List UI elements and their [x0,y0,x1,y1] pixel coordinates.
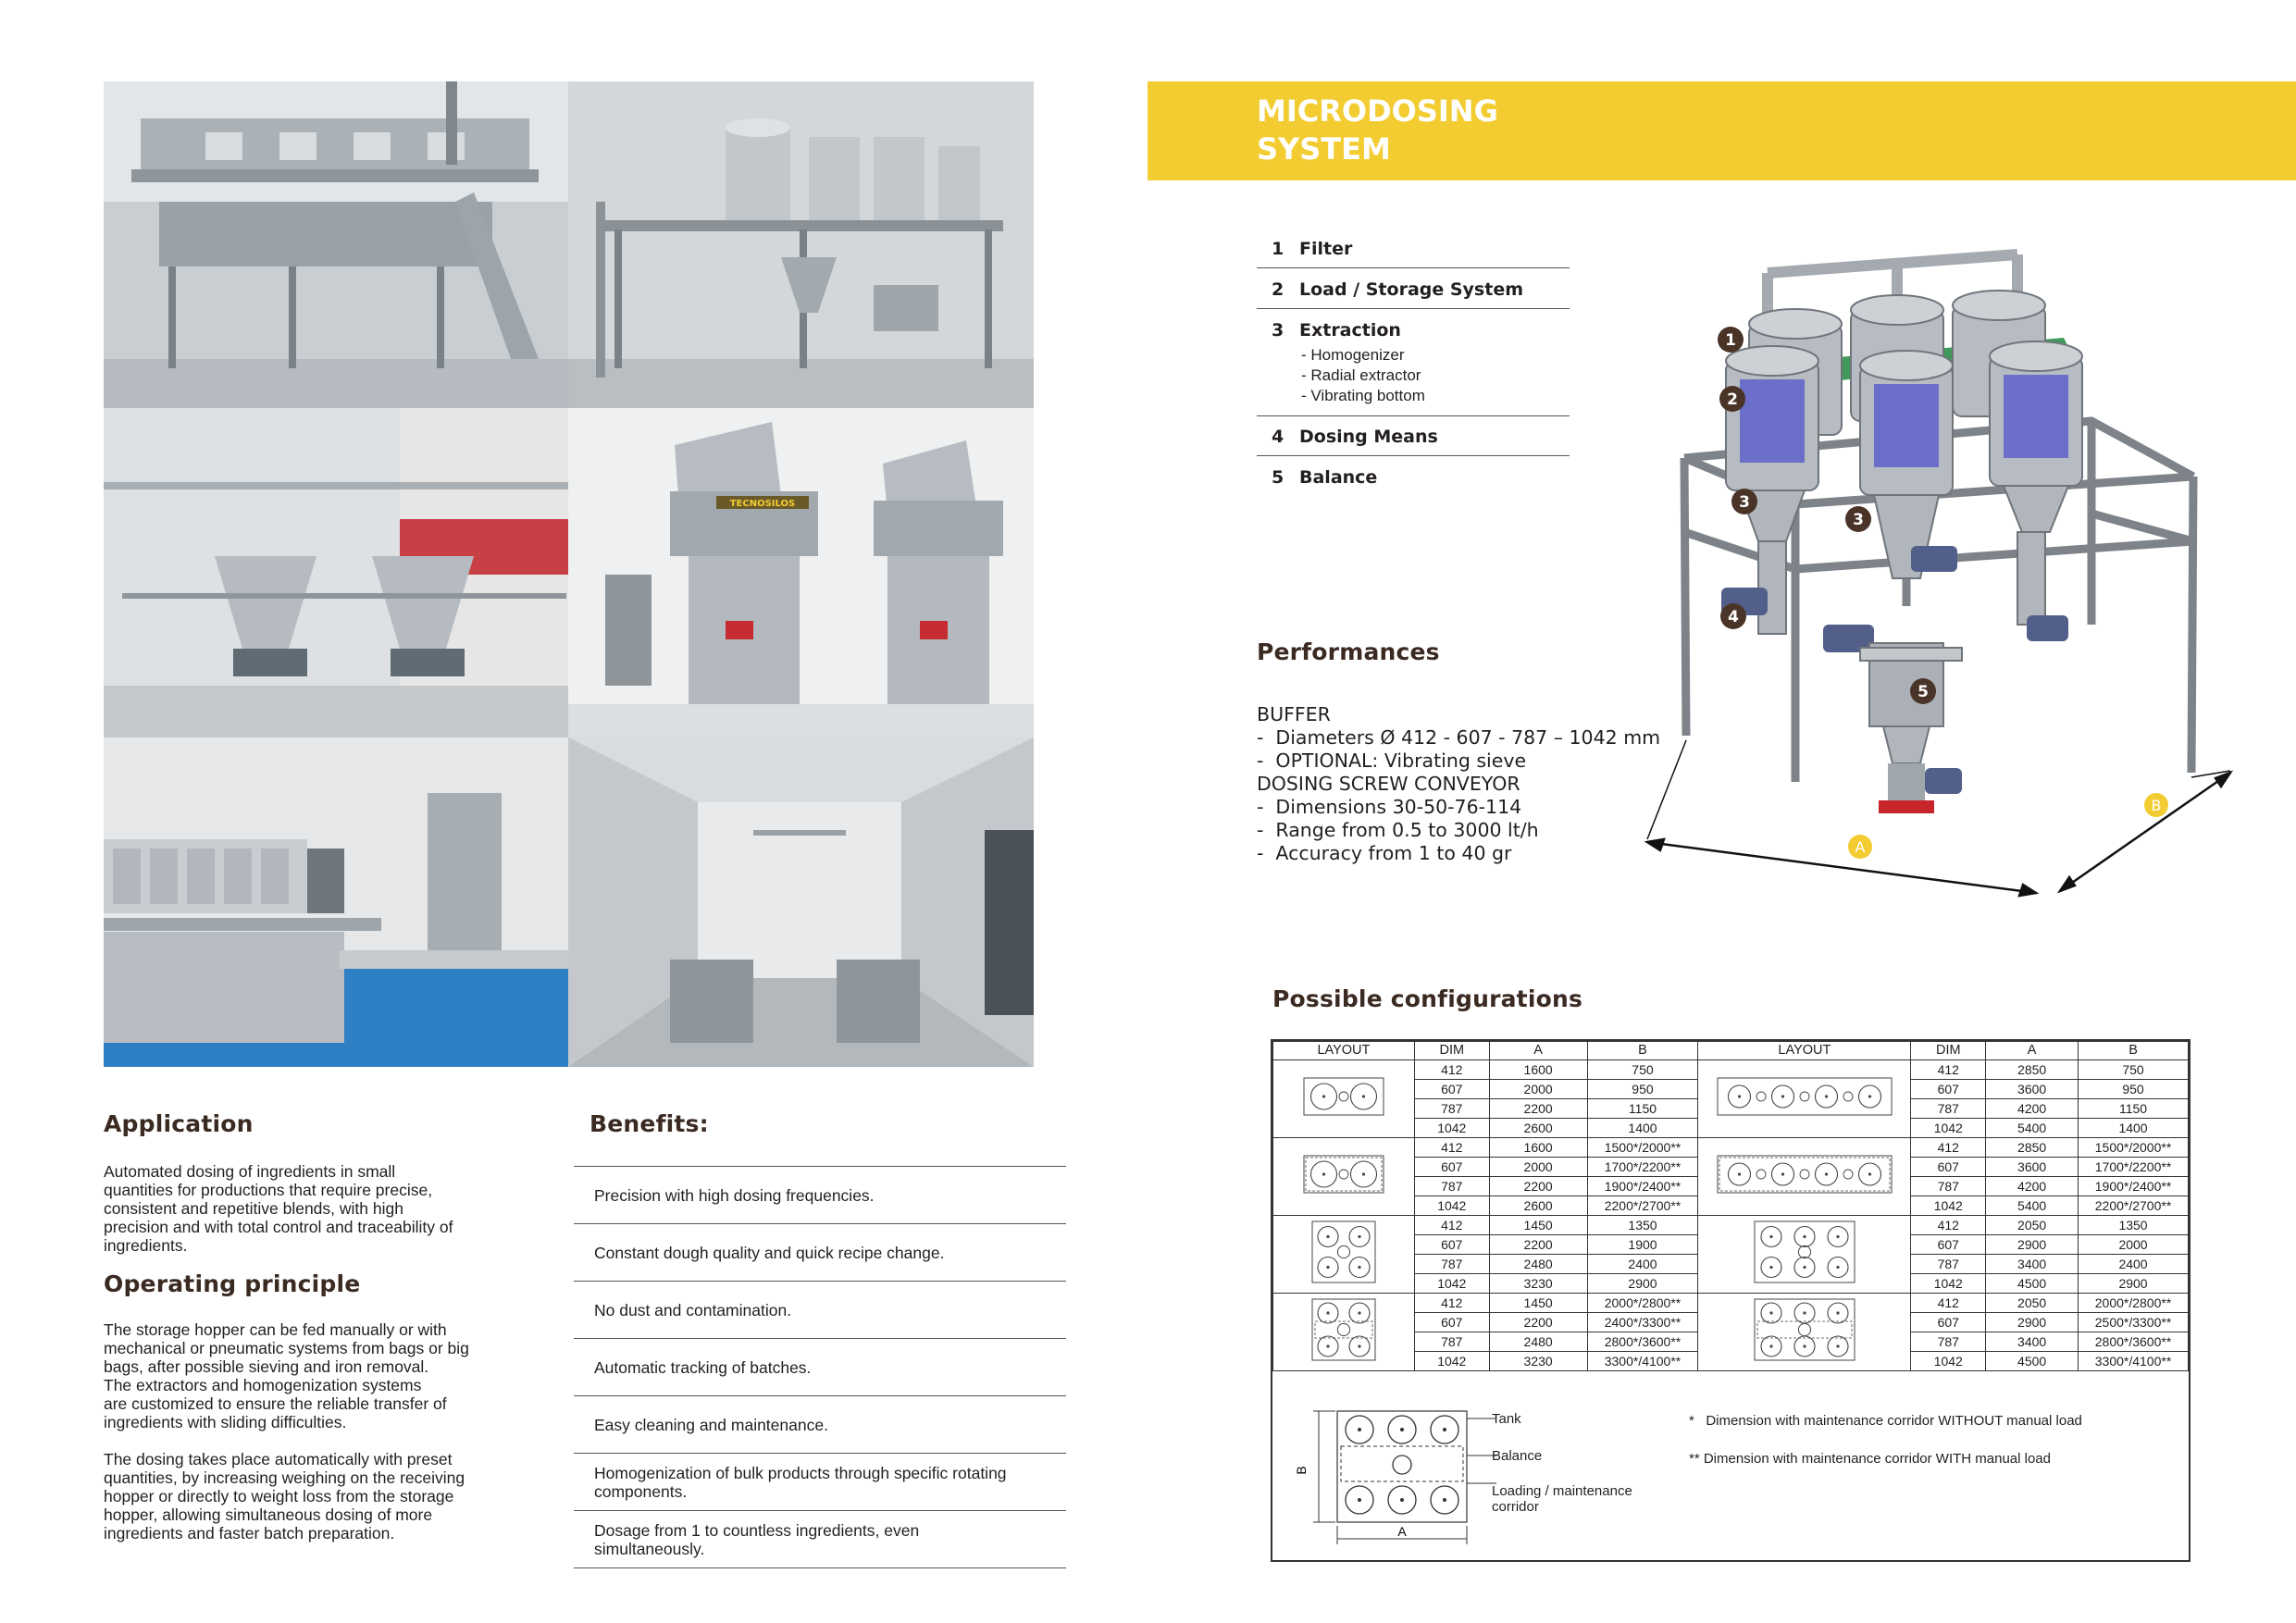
dim-cell: 412 [1414,1294,1489,1313]
header-layout: LAYOUT [1698,1042,1911,1060]
note-without-manual-load: * Dimension with maintenance corridor WITHOUT manual load [1689,1413,2082,1429]
b-cell: 950 [2079,1080,2189,1099]
dim-cell: 607 [1414,1080,1489,1099]
component-label: Extraction [1299,320,1401,341]
b-cell: 2900 [2079,1274,2189,1294]
dim-cell: 787 [1911,1099,1986,1119]
photo-weighing-station [104,737,568,1067]
performances-list [1257,703,1660,865]
page-title: MICRODOSING SYSTEM [1257,93,1498,167]
note-with-manual-load: ** Dimension with maintenance corridor WITH manual load [1689,1451,2051,1467]
dim-cell: 607 [1911,1313,1986,1332]
dim-cell: 787 [1911,1255,1986,1274]
a-cell: 2850 [1986,1060,2079,1080]
performance-line: DOSING SCREW CONVEYOR [1257,773,1520,795]
layout-right-icon [1714,1152,1895,1196]
component-label: Filter [1299,239,1353,259]
svg-text:A: A [1855,838,1866,856]
b-cell: 2400*/3300** [1587,1313,1698,1332]
a-cell: 1450 [1489,1294,1587,1313]
dim-cell: 412 [1414,1216,1489,1235]
benefit-item: Homogenization of bulk products through specific rotating components. [574,1453,1066,1510]
layout-right-cell [1698,1294,1911,1371]
dim-cell: 607 [1911,1235,1986,1255]
layout-left-icon [1300,1152,1387,1196]
legend-a-label: A [1397,1524,1407,1539]
layout-right-icon [1751,1218,1858,1286]
component-number: 5 [1272,467,1285,488]
component-label: Balance [1299,467,1378,488]
a-cell: 2600 [1489,1196,1587,1216]
b-cell: 2000*/2800** [1587,1294,1698,1313]
performance-line: - Dimensions 30-50-76-114 [1257,796,1522,818]
dim-cell: 607 [1414,1313,1489,1332]
b-cell: 750 [1587,1060,1698,1080]
header-dim: DIM [1414,1042,1489,1060]
component-item-extraction [1257,320,1570,416]
b-cell: 950 [1587,1080,1698,1099]
table-row [1273,1216,2189,1235]
dim-cell: 787 [1911,1177,1986,1196]
dim-cell: 607 [1911,1080,1986,1099]
b-cell: 1900*/2400** [1587,1177,1698,1196]
svg-text:5: 5 [1917,683,1929,701]
benefit-item: Easy cleaning and maintenance. [574,1395,1066,1453]
a-cell: 3600 [1986,1080,2079,1099]
header-dim: DIM [1911,1042,1986,1060]
b-cell: 1700*/2200** [1587,1158,1698,1177]
benefit-item: Dosage from 1 to countless ingredients, even simultaneously. [574,1510,1066,1567]
svg-text:B: B [2151,797,2162,814]
b-cell: 2000 [2079,1235,2189,1255]
photo-dosing-corridor [568,737,1034,1067]
marker-3a [1731,489,1757,514]
marker-5 [1910,678,1936,704]
benefit-item: No dust and contamination. [574,1281,1066,1338]
b-cell: 750 [2079,1060,2189,1080]
benefit-item: Precision with high dosing frequencies. [574,1166,1066,1223]
b-cell: 2900 [1587,1274,1698,1294]
layout-right-icon [1751,1295,1858,1364]
dim-cell: 607 [1414,1235,1489,1255]
a-cell: 1450 [1489,1216,1587,1235]
system-diagram [1629,236,2244,902]
a-cell: 4500 [1986,1274,2079,1294]
dim-cell: 1042 [1414,1352,1489,1371]
layout-left-cell [1273,1216,1415,1294]
benefit-item: Constant dough quality and quick recipe change. [574,1223,1066,1281]
b-cell: 1150 [2079,1099,2189,1119]
component-sub: - Vibrating bottom [1301,387,1425,404]
b-cell: 1350 [2079,1216,2189,1235]
b-cell: 1400 [1587,1119,1698,1138]
layout-left-cell [1273,1060,1415,1138]
a-cell: 2900 [1986,1313,2079,1332]
marker-4 [1720,603,1746,629]
a-cell: 5400 [1986,1196,2079,1216]
layout-left-cell [1273,1294,1415,1371]
dim-cell: 1042 [1911,1352,1986,1371]
application-heading: Application [104,1110,254,1137]
performance-line: - OPTIONAL: Vibrating sieve [1257,750,1527,772]
legend-tank: Tank [1492,1411,1521,1427]
b-cell: 1700*/2200** [2079,1158,2189,1177]
a-cell: 2200 [1489,1177,1587,1196]
performance-line: - Range from 0.5 to 3000 lt/h [1257,819,1539,841]
configurations-table [1272,1041,2189,1371]
b-cell: 3300*/4100** [2079,1352,2189,1371]
svg-text:4: 4 [1728,608,1739,626]
performance-line: - Diameters Ø 412 - 607 - 787 – 1042 mm [1257,726,1661,749]
layout-right-cell [1698,1138,1911,1216]
dim-cell: 1042 [1414,1274,1489,1294]
performance-line: BUFFER [1257,703,1331,725]
photo-silo-structure [568,81,1034,408]
a-cell: 2200 [1489,1099,1587,1119]
photo-twin-hoppers [104,408,568,737]
b-cell: 2000*/2800** [2079,1294,2189,1313]
dim-cell: 1042 [1414,1196,1489,1216]
a-cell: 2850 [1986,1138,2079,1158]
layout-left-icon [1309,1295,1379,1364]
benefit-item: Automatic tracking of batches. [574,1338,1066,1395]
dim-cell: 412 [1911,1060,1986,1080]
configurations-box [1271,1039,2191,1562]
component-label: Dosing Means [1299,427,1438,447]
component-sub: - Homogenizer [1301,346,1405,364]
a-cell: 2900 [1986,1235,2079,1255]
component-item-balance [1257,467,1570,497]
a-cell: 1600 [1489,1060,1587,1080]
dim-cell: 412 [1911,1294,1986,1313]
dim-cell: 412 [1414,1060,1489,1080]
header-b: B [2079,1042,2189,1060]
svg-text:1: 1 [1725,331,1736,350]
layout-right-cell [1698,1060,1911,1138]
a-cell: 2000 [1489,1080,1587,1099]
component-label: Load / Storage System [1299,279,1524,300]
a-cell: 3400 [1986,1332,2079,1352]
component-sub: - Radial extractor [1301,366,1421,384]
svg-text:3: 3 [1853,511,1864,529]
dim-cell: 787 [1414,1332,1489,1352]
dimension-b-marker [2144,793,2168,817]
layout-legend-diagram [1282,1400,1504,1548]
b-cell: 1350 [1587,1216,1698,1235]
legend-corridor: Loading / maintenance corridor [1492,1483,1632,1515]
header-b: B [1587,1042,1698,1060]
photo-extractor-units [568,408,1034,737]
a-cell: 2000 [1489,1158,1587,1177]
b-cell: 1400 [2079,1119,2189,1138]
b-cell: 1900 [1587,1235,1698,1255]
dim-cell: 412 [1911,1138,1986,1158]
layout-left-icon [1300,1074,1387,1119]
header-a: A [1489,1042,1587,1060]
dim-cell: 787 [1414,1099,1489,1119]
table-row [1273,1060,2189,1080]
benefit-bottom-rule [574,1567,1066,1569]
a-cell: 3230 [1489,1352,1587,1371]
marker-1 [1718,327,1744,353]
a-cell: 4200 [1986,1177,2079,1196]
performances-heading: Performances [1257,638,1440,665]
operating-text-2: The dosing takes place automatically with preset quantities, by increasing weighing on the receiving hopper or directly to weight loss from the storage hopper, allowing simultaneous dosing of more ingredients and faster batch preparation. [104,1450,465,1542]
layout-right-icon [1714,1074,1895,1119]
header-a: A [1986,1042,2079,1060]
dim-cell: 412 [1911,1216,1986,1235]
a-cell: 2200 [1489,1313,1587,1332]
b-cell: 2800*/3600** [1587,1332,1698,1352]
performance-line: - Accuracy from 1 to 40 gr [1257,842,1512,864]
a-cell: 2050 [1986,1294,2079,1313]
a-cell: 3230 [1489,1274,1587,1294]
component-item-filter [1257,239,1570,268]
component-number: 3 [1272,320,1285,341]
dim-cell: 1042 [1911,1196,1986,1216]
component-number: 2 [1272,279,1285,300]
table-row [1273,1138,2189,1158]
dim-cell: 1042 [1414,1119,1489,1138]
dim-cell: 607 [1911,1158,1986,1177]
a-cell: 2200 [1489,1235,1587,1255]
b-cell: 1500*/2000** [1587,1138,1698,1158]
dimension-a-marker [1848,835,1872,859]
b-cell: 2400 [1587,1255,1698,1274]
a-cell: 2480 [1489,1255,1587,1274]
dim-cell: 787 [1911,1332,1986,1352]
svg-text:2: 2 [1727,390,1738,409]
operating-text-1: The storage hopper can be fed manually or with mechanical or pneumatic systems from bags or big bags, after possible sieving and iron removal. The extractors and homogenization systems are customized to ensure the reliable transfer of ingredients with sliding difficulties. [104,1320,469,1431]
b-cell: 3300*/4100** [1587,1352,1698,1371]
marker-2 [1719,386,1745,412]
b-cell: 2500*/3300** [2079,1313,2189,1332]
a-cell: 4500 [1986,1352,2079,1371]
component-number: 4 [1272,427,1285,447]
benefits-heading: Benefits: [590,1110,709,1137]
legend-b-label: B [1294,1466,1309,1475]
a-cell: 1600 [1489,1138,1587,1158]
dim-cell: 787 [1414,1177,1489,1196]
dim-cell: 1042 [1911,1119,1986,1138]
a-cell: 4200 [1986,1099,2079,1119]
dim-cell: 787 [1414,1255,1489,1274]
table-row [1273,1294,2189,1313]
b-cell: 2200*/2700** [2079,1196,2189,1216]
marker-3b [1845,506,1871,532]
layout-left-icon [1309,1218,1379,1286]
application-text: Automated dosing of ingredients in small quantities for productions that require precise, consistent and repetitive blends, with high precision and with total control and traceability of ingredients. [104,1162,453,1255]
layout-left-cell [1273,1138,1415,1216]
a-cell: 5400 [1986,1119,2079,1138]
component-number: 1 [1272,239,1285,259]
a-cell: 3600 [1986,1158,2079,1177]
dim-cell: 1042 [1911,1274,1986,1294]
svg-text:3: 3 [1739,493,1750,512]
a-cell: 2480 [1489,1332,1587,1352]
a-cell: 3400 [1986,1255,2079,1274]
a-cell: 2600 [1489,1119,1587,1138]
b-cell: 2400 [2079,1255,2189,1274]
a-cell: 2050 [1986,1216,2079,1235]
component-item-load-storage [1257,279,1570,309]
layout-right-cell [1698,1216,1911,1294]
b-cell: 1500*/2000** [2079,1138,2189,1158]
dim-cell: 412 [1414,1138,1489,1158]
b-cell: 1150 [1587,1099,1698,1119]
component-item-dosing-means [1257,427,1570,456]
dim-cell: 607 [1414,1158,1489,1177]
b-cell: 2200*/2700** [1587,1196,1698,1216]
extractor-brand: TECNOSILOS [729,499,796,509]
header-layout: LAYOUT [1273,1042,1415,1060]
b-cell: 1900*/2400** [2079,1177,2189,1196]
configurations-heading: Possible configurations [1272,985,1583,1012]
b-cell: 2800*/3600** [2079,1332,2189,1352]
operating-heading: Operating principle [104,1270,361,1297]
legend-balance: Balance [1492,1448,1543,1464]
photo-platform-hoppers [104,81,568,408]
